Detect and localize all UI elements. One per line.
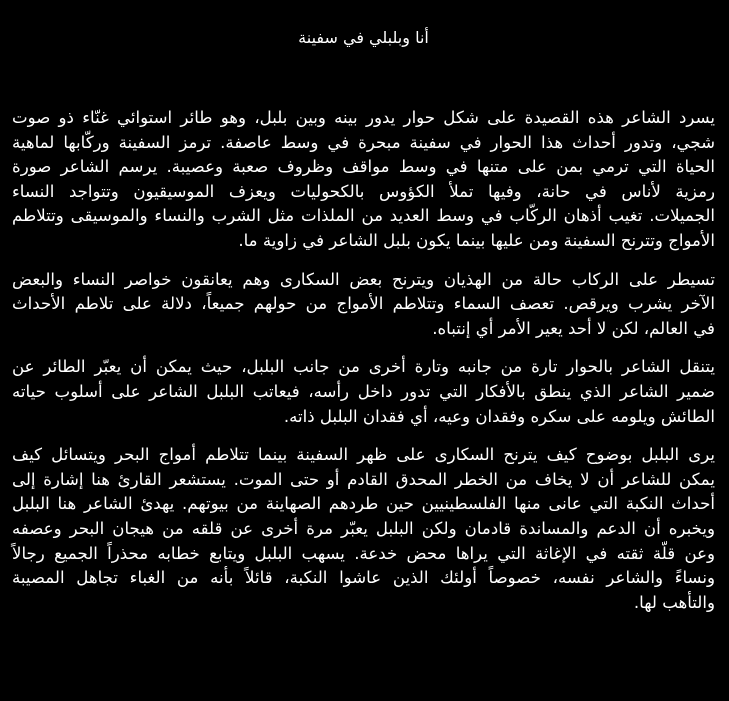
text-line: الآخر يشرب ويرقص. تعصف السماء وتتلاطم الأمواج من حولهم جميعاً، دلالة على تلاطم الأحداث: [12, 294, 715, 314]
text-line: شجي، وتدور أحداث هذا الحوار في سفينة مبحرة في وسط عاصفة. ترمز السفينة وركّابها لماهية: [12, 132, 715, 152]
text-line: الحياة التي ترمي بمن على متنها في وسط مواقف وظروف صعبة وعصيبة. يرسم الشاعر صورة: [12, 157, 715, 177]
text-line: يرى البلبل بوضوح كيف يترنح السكارى على ظهر السفينة بينما تتلاطم أمواج البحر ويتسائل كيف: [12, 445, 715, 465]
text-line: الجميلات. تغيب أذهان الركّاب في وسط العديد من الملذات مثل الشرب والنساء والموسيقى وتتلاطم: [12, 206, 715, 226]
text-line: ويخبره أن الدعم والمساندة قادمان ولكن البلبل يعبّر مرة أخرى عن قلقه من هيجان البحر وعصفه: [12, 518, 715, 538]
text-line: الأمواج وتترنح السفينة ومن عليها بينما يكون بلبل الشاعر في زاوية ما.: [238, 230, 715, 250]
text-line: الطائش ويلومه على سكره وفقدان وعيه، أي فقدان البلبل ذاته.: [283, 406, 715, 426]
text-line: رمزية لأناس في حانة، وفيها تملأ الكؤوس بالكحوليات ويعزف الموسيقيون وتتواجد النساء: [12, 181, 715, 201]
text-line: يمكن للشاعر أن لا يخاف من الخطر المحدق القادم أو حتى الموت. يستشعر القارئ هنا إشارة إلى: [12, 469, 715, 489]
paragraph-1: [12, 106, 715, 254]
paragraph-4: [12, 443, 715, 615]
paragraph-3: [12, 355, 715, 429]
text-line: في العالم، لكن لا أحد يعير الأمر أي إنتباه.: [432, 318, 715, 338]
text-line: يتنقل الشاعر بالحوار تارة من جانبه وتارة أخرى من جانب البلبل، حيث يمكن أن يعبّر الطائر عن: [12, 357, 715, 377]
document-title: أنا وبلبلي في سفينة: [298, 28, 429, 47]
text-line: ونساءً والشاعر نفسه، خصوصاً أولئك الذين عاشوا النكبة، قائلاً بأنه من الغباء تجاهل المصيبة: [12, 568, 715, 588]
document-body: [12, 106, 715, 615]
text-line: يسرد الشاعر هذه القصيدة على شكل حوار يدور بينه وبين بلبل، وهو طائر استوائي غنّاء ذو صوت: [12, 108, 715, 127]
text-line: تسيطر على الركاب حالة من الهذيان ويترنح بعض السكارى وهم يعانقون خواصر النساء والبعض: [12, 269, 715, 289]
paragraph-2: [12, 268, 715, 342]
text-line: والتأهب لها.: [633, 592, 715, 612]
text-line: وعن قلّة ثقته في الإغاثة التي يراها محض خدعة. يسهب البلبل ويتابع خطابه محذراً الجميع رجالاً: [12, 543, 715, 563]
text-line: ضمير الشاعر الذي ينطق بالأفكار التي تدور داخل رأسه، فيعاتب البلبل الشاعر على أسلوب حياته: [12, 381, 715, 401]
text-line: أحداث النكبة التي عانى منها الفلسطينيين حين طردهم الصهاينة من بيوتهم. يهدئ الشاعر هنا البلبل: [12, 494, 715, 514]
